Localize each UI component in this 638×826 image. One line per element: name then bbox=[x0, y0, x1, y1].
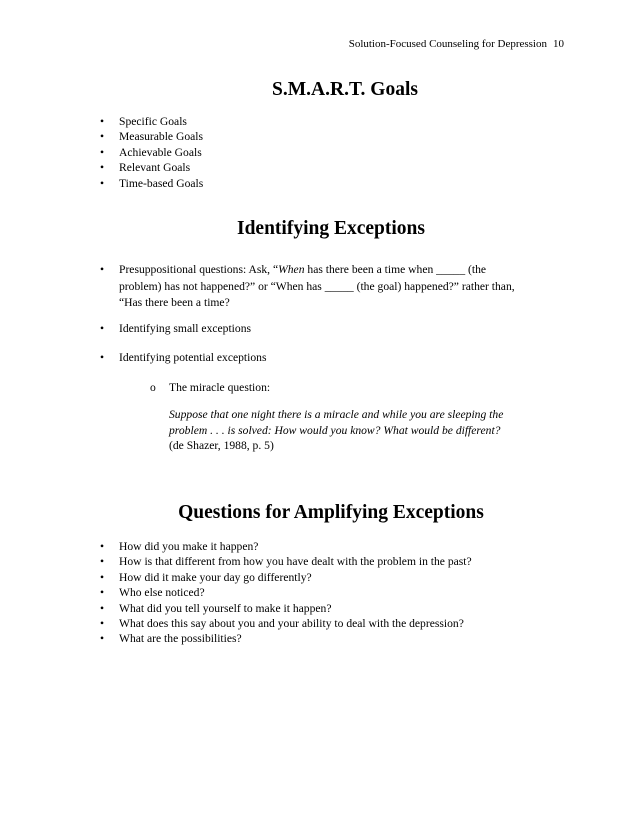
item-line bbox=[119, 262, 570, 279]
small-exceptions-item bbox=[100, 321, 570, 338]
miracle-question-subitem bbox=[150, 380, 270, 395]
presuppositional-questions-item bbox=[100, 262, 570, 312]
citation: (de Shazer, 1988, p. 5) bbox=[169, 439, 274, 453]
bullet-icon: • bbox=[100, 351, 105, 364]
page-number: 10 bbox=[553, 38, 564, 50]
item-text: Identifying small exceptions bbox=[119, 322, 252, 335]
item-text: Identifying potential exceptions bbox=[119, 351, 267, 364]
item-line: “Has there been a time? bbox=[119, 296, 230, 310]
list-item: • Relevant Goals bbox=[100, 160, 570, 175]
bullet-icon: • bbox=[100, 263, 105, 276]
list-item: • What does this say about you and your ability to deal with the depression? bbox=[100, 616, 570, 631]
amplifying-exceptions-heading: Questions for Amplifying Exceptions bbox=[178, 502, 484, 523]
running-title: Solution-Focused Counseling for Depression bbox=[348, 38, 547, 50]
miracle-question-quote bbox=[169, 407, 503, 454]
list-item: • How is that different from how you have dealt with the problem in the past? bbox=[100, 554, 570, 569]
smart-goals-heading: S.M.A.R.T. Goals bbox=[272, 79, 418, 100]
sub-bullet-icon: o bbox=[150, 381, 156, 394]
smart-goals-list bbox=[100, 114, 570, 191]
list-item: • Measurable Goals bbox=[100, 129, 570, 144]
list-item: • Specific Goals bbox=[100, 114, 570, 129]
emphasis-when: When bbox=[278, 263, 305, 276]
list-item: • What are the possibilities? bbox=[100, 631, 570, 646]
list-item: • Time-based Goals bbox=[100, 176, 570, 191]
potential-exceptions-item bbox=[100, 350, 570, 367]
amplifying-questions-list bbox=[100, 539, 570, 647]
list-item: • What did you tell yourself to make it happen? bbox=[100, 601, 570, 616]
quote-line: Suppose that one night there is a miracle and while you are sleeping the bbox=[169, 408, 504, 421]
item-text: The miracle question: bbox=[169, 381, 271, 394]
item-text: has there been a time when _____ (the bbox=[304, 263, 487, 276]
list-item: • Achievable Goals bbox=[100, 145, 570, 160]
list-item: • How did you make it happen? bbox=[100, 539, 570, 554]
list-item: • Who else noticed? bbox=[100, 585, 570, 600]
bullet-icon: • bbox=[100, 322, 105, 335]
running-head bbox=[349, 38, 564, 50]
identifying-exceptions-heading: Identifying Exceptions bbox=[237, 218, 425, 239]
item-line: problem) has not happened?” or “When has _____ (the goal) happened?” rather than, bbox=[119, 279, 515, 293]
item-text: Presuppositional questions: Ask, “ bbox=[119, 263, 279, 276]
list-item: • How did it make your day go differently? bbox=[100, 570, 570, 585]
quote-line: problem . . . is solved: How would you know? What would be different? bbox=[169, 423, 501, 437]
